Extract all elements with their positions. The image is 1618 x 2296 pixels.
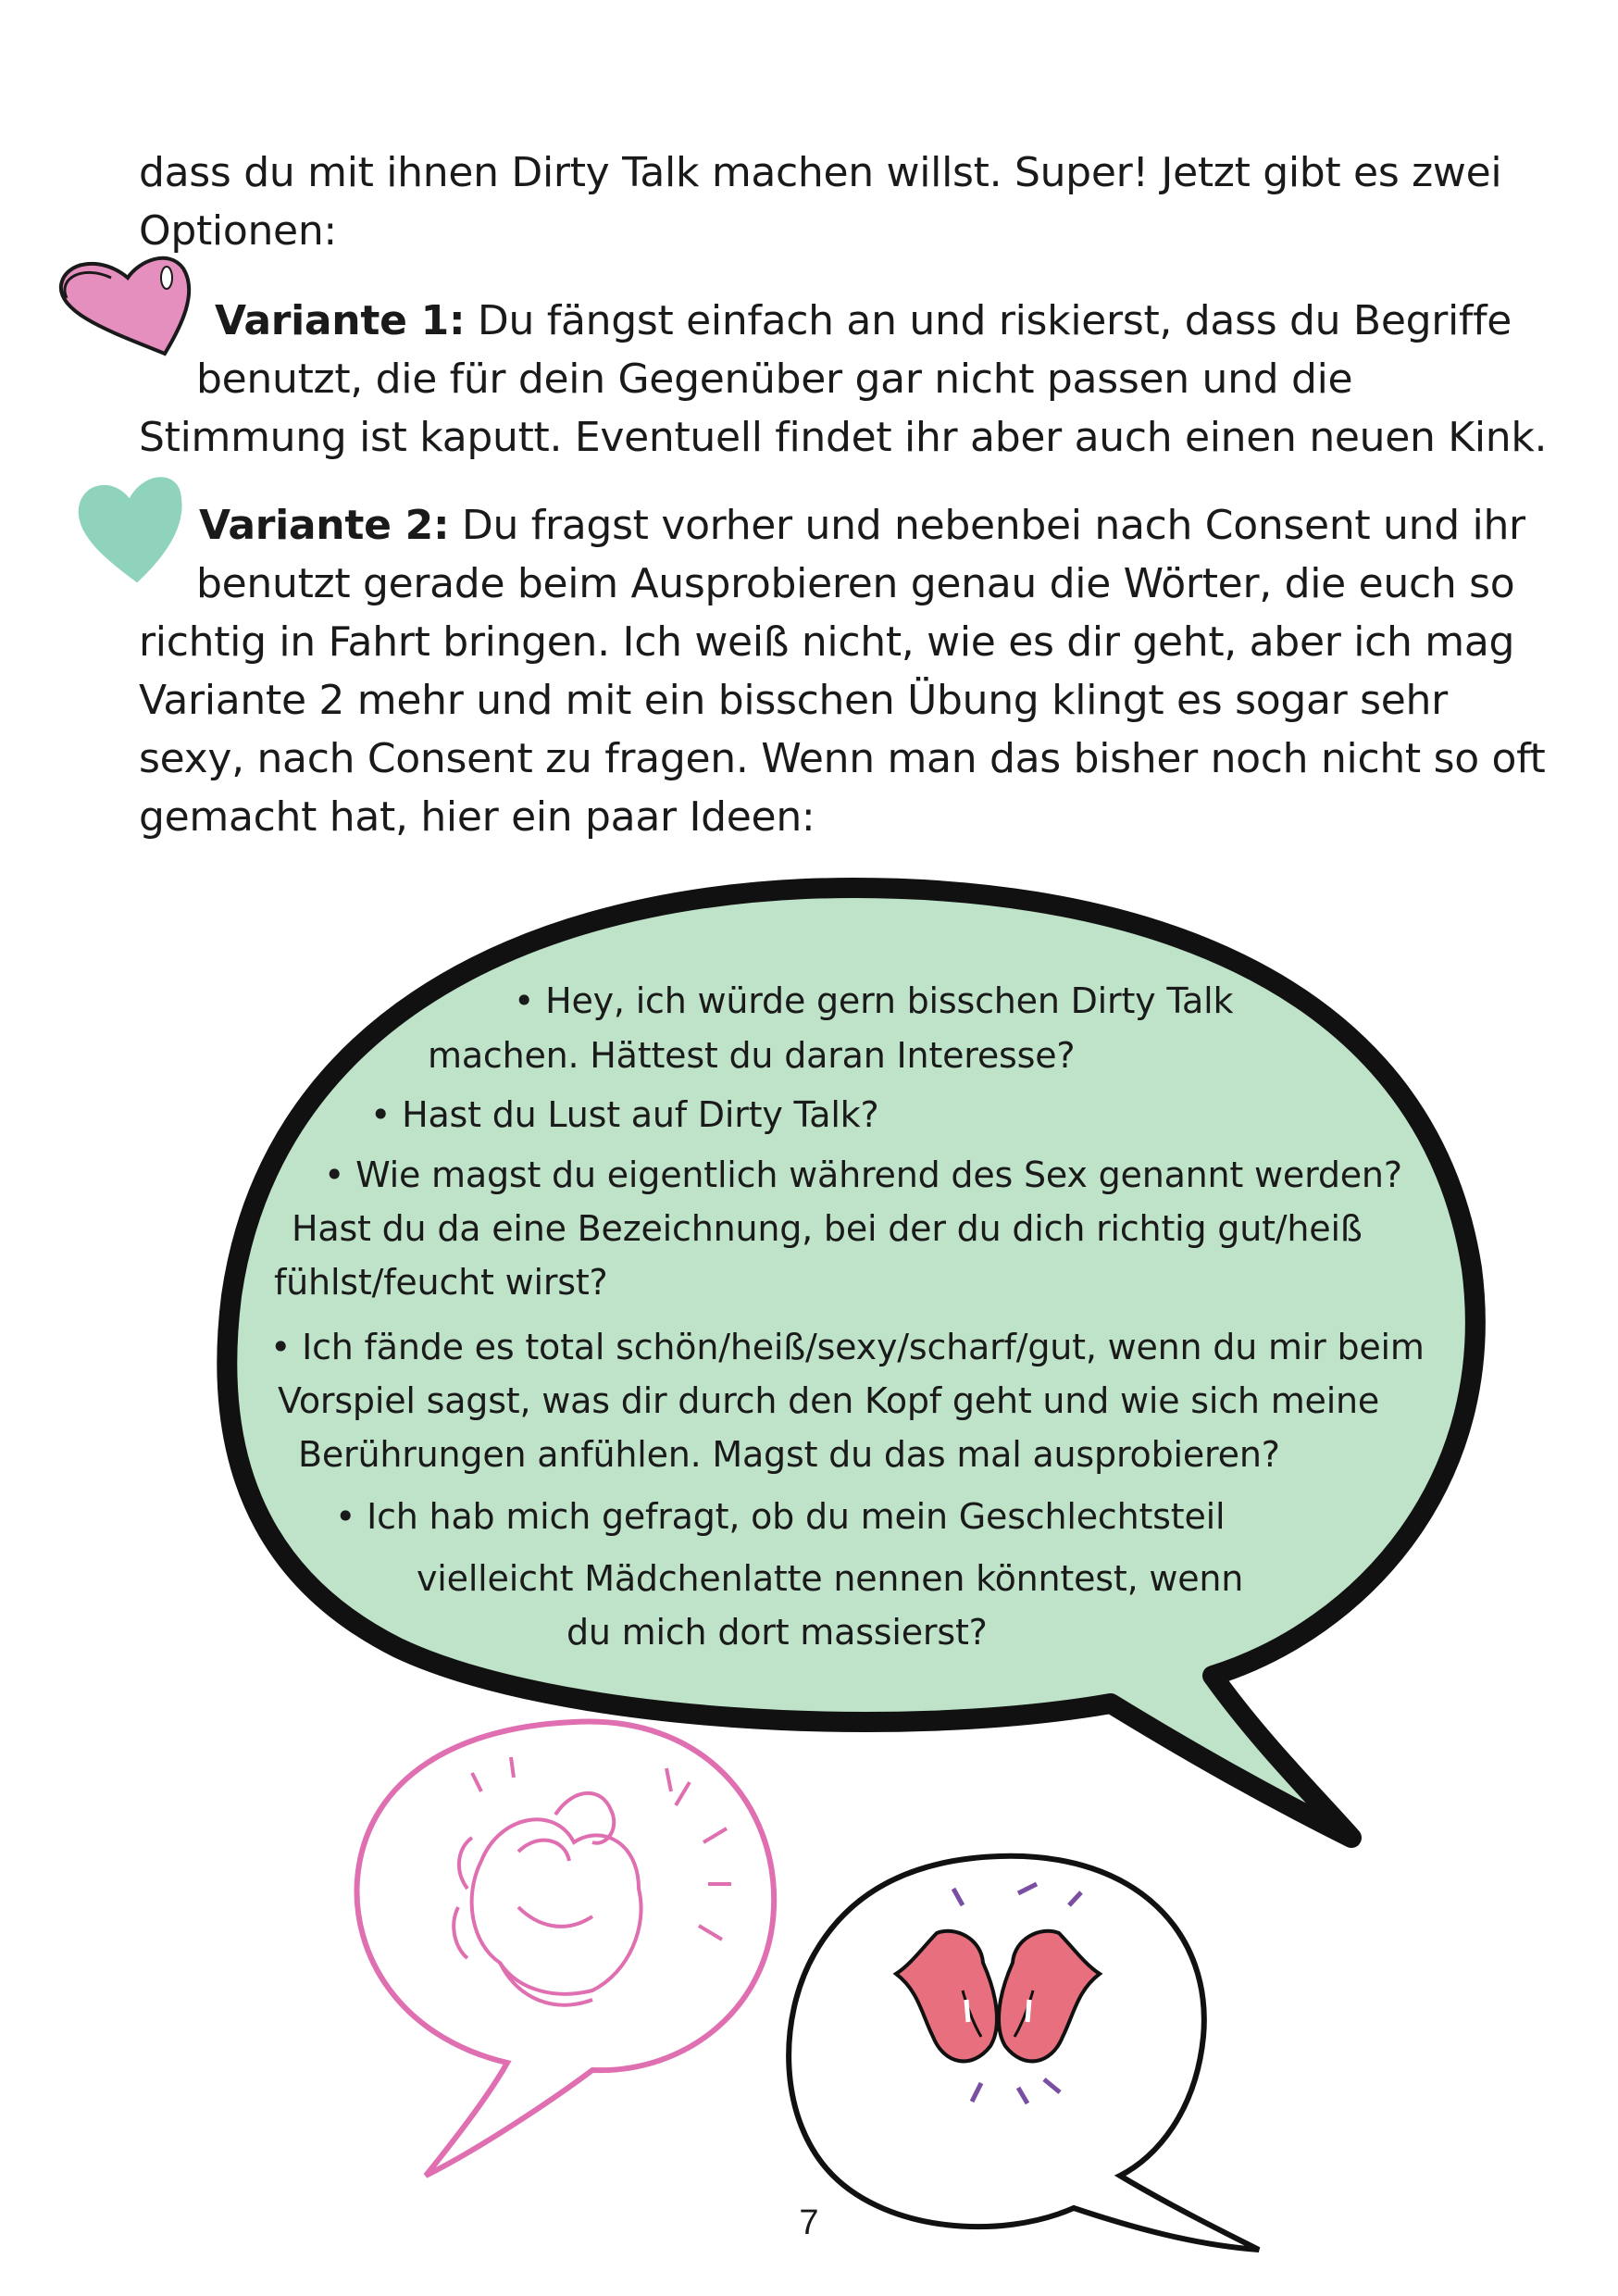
variant2-label: Variante 2: [199,502,450,549]
variant2-line-2: benutzt gerade beim Ausprobieren genau die Wörter, die euch so [196,560,1515,607]
variant1-text: Du fängst einfach an und riskierst, dass du Begriffe [465,297,1512,344]
pink-thought-bubble [357,1722,775,2176]
bubble-line-12: du mich dort massierst? [566,1612,988,1653]
mint-heart-icon [80,478,181,581]
bubble-line-11: vielleicht Mädchenlatte nennen könntest, wenn [417,1558,1244,1599]
bubble-line-5: Hast du da eine Bezeichnung, bei der du dich richtig gut/heiß [292,1208,1363,1249]
bubble-line-6: fühlst/feucht wirst? [274,1262,608,1303]
pink-heart-icon [61,258,189,354]
bubble-line-4: • Wie magst du eigentlich während des Sex genannt werden? [324,1154,1402,1195]
bubble-line-10: • Ich hab mich gefragt, ob du mein Geschlechtsteil [335,1496,1226,1537]
page-number: 7 [799,2203,819,2242]
variant1-line-3: Stimmung ist kaputt. Eventuell findet ihr aber auch einen neuen Kink. [139,414,1548,461]
variant2-text: Du fragst vorher und nebenbei nach Consent und ihr [449,502,1525,549]
bubble-line-9: Berührungen anfühlen. Magst du das mal ausprobieren? [298,1434,1280,1475]
variant1-line-2: benutzt, die für dein Gegenüber gar nicht passen und die [196,356,1353,403]
variant1-label: Variante 1: [215,297,466,344]
bubble-line-8: Vorspiel sagst, was dir durch den Kopf geht und wie sich meine [278,1380,1380,1421]
intro-line-1: dass du mit ihnen Dirty Talk machen willst. Super! Jetzt gibt es zwei [139,149,1502,196]
variant1-line-1 [215,297,1512,344]
bubble-line-3: • Hast du Lust auf Dirty Talk? [370,1094,879,1135]
variant2-line-5: sexy, nach Consent zu fragen. Wenn man das bisher noch nicht so oft [139,735,1546,782]
variant2-line-6: gemacht hat, hier ein paar Ideen: [139,793,815,841]
intro-line-2: Optionen: [139,207,337,255]
bubble-line-1: • Hey, ich würde gern bisschen Dirty Talk [514,980,1234,1021]
bubble-line-2: machen. Hättest du daran Interesse? [428,1035,1076,1076]
variant2-line-3: richtig in Fahrt bringen. Ich weiß nicht, wie es dir geht, aber ich mag [139,618,1515,666]
variant2-line-1 [199,502,1525,549]
bubble-line-7: • Ich fände es total schön/heiß/sexy/scharf/gut, wenn du mir beim [270,1327,1425,1367]
lips-speech-bubble [789,1856,1259,2250]
variant2-line-4: Variante 2 mehr und mit ein bisschen Übung klingt es sogar sehr [139,677,1448,724]
